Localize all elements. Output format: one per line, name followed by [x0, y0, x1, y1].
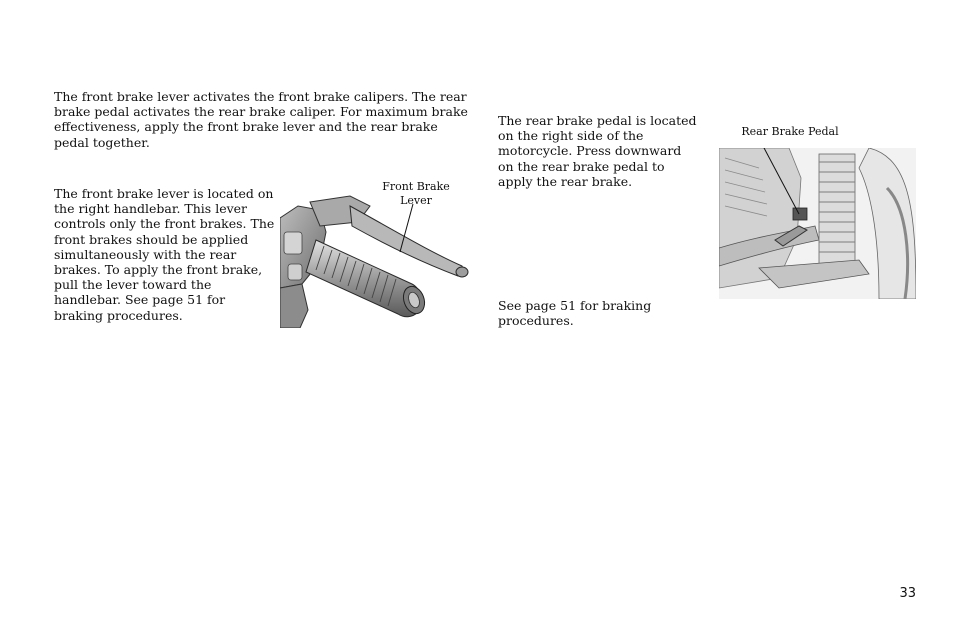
rear-brake-pedal-label: Rear Brake Pedal [741, 125, 839, 138]
front-brake-lever-label: Front Brake Lever [382, 180, 450, 207]
rear-brake-pedal-illustration [719, 148, 916, 299]
front-brake-lever-paragraph: The front brake lever is located on the right handlebar. This lever controls only the front brakes. The front brakes should be applied simultaneously with the rear brakes. To apply the front brake, pull the lever toward the handlebar. See page 51 for braking procedures. [54, 186, 275, 323]
intro-paragraph: The front brake lever activates the front brake calipers. The rear brake pedal activates the rear brake caliper. For maximum brake effectiveness, apply the front brake lever and the rear brake pedal together. [54, 89, 468, 150]
page-number: 33 [899, 586, 916, 601]
front-brake-lever-illustration [280, 192, 472, 328]
rear-brake-pedal-paragraph: The rear brake pedal is located on the right side of the motorcycle. Press downward on the rear brake pedal to apply the rear brake. [498, 113, 697, 189]
braking-procedures-reference: See page 51 for braking procedures. [498, 298, 652, 329]
